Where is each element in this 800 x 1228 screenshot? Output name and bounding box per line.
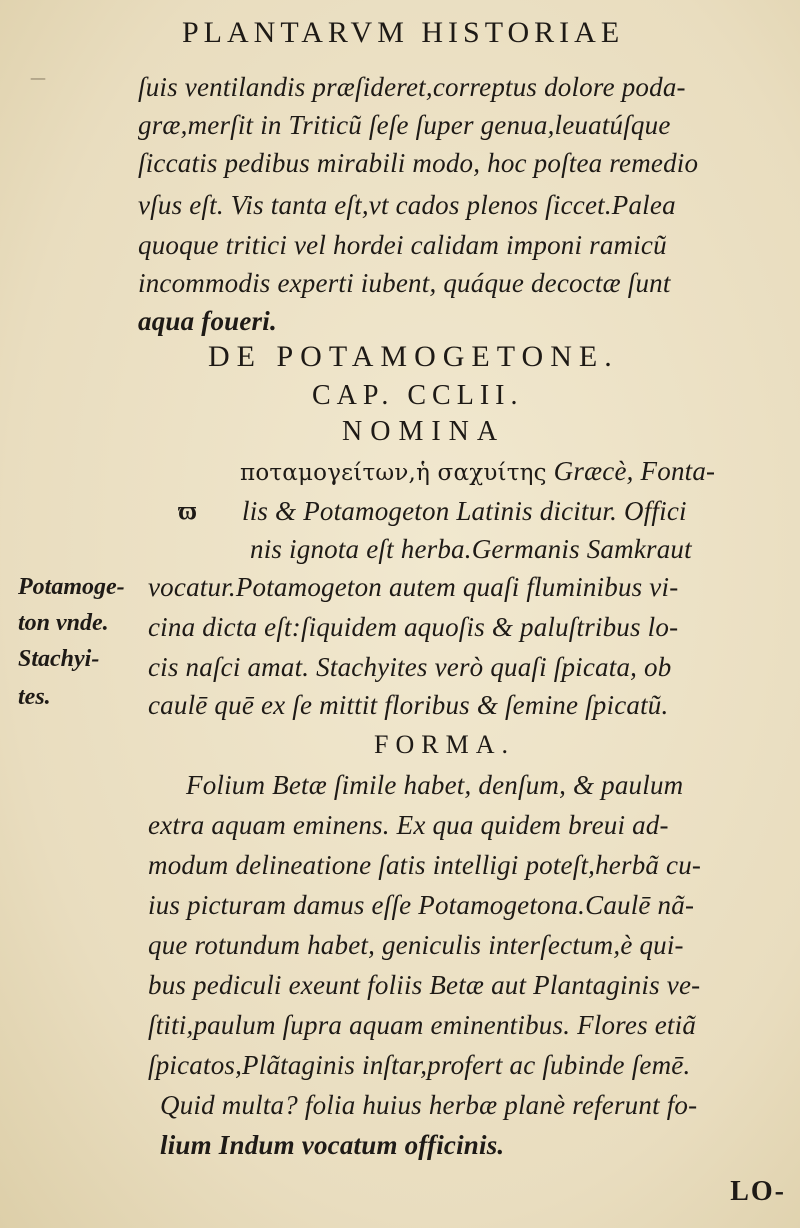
text-line: cis naſci amat. Stachyites verò quaſi ſpicata, ob [148, 652, 672, 682]
text-line: modum delineatione ſatis intelligi poteſt,herbã cu- [148, 850, 702, 880]
greek-line-latin: Græcè, Fonta- [553, 456, 716, 486]
text-line: lis & Potamogeton Latinis dicitur. Offici [242, 496, 687, 526]
chapter-number: CAP. CCLII. [312, 380, 524, 411]
text-line: ius picturam damus eſſe Potamogetona.Caulē nã- [148, 890, 695, 920]
text-line: ſuis ventilandis præſideret,correptus dolore poda- [138, 72, 686, 102]
text-line: Quid multa? folia huius herbæ planè referunt fo- [160, 1090, 698, 1120]
greek-names: ποταμογείτων,ἡ σαχυίτης [240, 460, 547, 486]
text-line: vocatur.Potamogeton autem quaſi fluminibus vi- [148, 572, 679, 602]
text-line: cina dicta eſt:ſiquidem aquoſis & paluſtribus lo- [148, 612, 679, 642]
margin-note-line: Potamoge- [18, 574, 125, 600]
text-line: ſtiti,paulum ſupra aquam eminentibus. Flores etiã [148, 1010, 697, 1040]
text-line: Folium Betæ ſimile habet, denſum, & paulum [186, 770, 684, 800]
margin-symbol: ϖ [178, 496, 198, 525]
running-head: PLANTARVM HISTORIAE [182, 16, 625, 49]
text-line: lium Indum vocatum officinis. [160, 1130, 505, 1160]
text-line: caulē quē ex ſe mittit floribus & ſemine ſpicatũ. [148, 690, 669, 720]
text-line-greek [240, 456, 715, 487]
text-line: græ,merſit in Triticũ ſeſe ſuper genua,leuatúſque [138, 110, 671, 140]
text-line: ſiccatis pedibus mirabili modo, hoc poſtea remedio [138, 148, 699, 178]
margin-note-line: tes. [18, 684, 51, 710]
text-line: que rotundum habet, geniculis interſectum,è qui- [148, 930, 684, 960]
page-dash-mark: — [30, 68, 46, 87]
text-line: bus pediculi exeunt foliis Betæ aut Plantaginis ve- [148, 970, 701, 1000]
margin-note-line: Stachyi- [18, 646, 100, 672]
text-line: quoque tritici vel hordei calidam imponi ramicũ [138, 230, 667, 260]
section-heading-nomina: NOMINA [342, 416, 506, 447]
section-heading-forma: FORMA. [374, 730, 515, 759]
text-line: incommodis experti iubent, quáque decoctæ ſunt [138, 268, 671, 298]
text-line: aqua foueri. [138, 306, 277, 336]
text-line: vſus eſt. Vis tanta eſt,vt cados plenos ſiccet.Palea [138, 190, 676, 220]
text-line: nis ignota eſt herba.Germanis Samkraut [250, 534, 692, 564]
chapter-title: DE POTAMOGETONE. [208, 340, 619, 373]
margin-note-line: ton vnde. [18, 610, 109, 636]
catchword: LO- [730, 1176, 786, 1207]
text-line: ſpicatos,Plãtaginis inſtar,profert ac ſubinde ſemē. [148, 1050, 691, 1080]
text-line: extra aquam eminens. Ex qua quidem breui ad- [148, 810, 669, 840]
